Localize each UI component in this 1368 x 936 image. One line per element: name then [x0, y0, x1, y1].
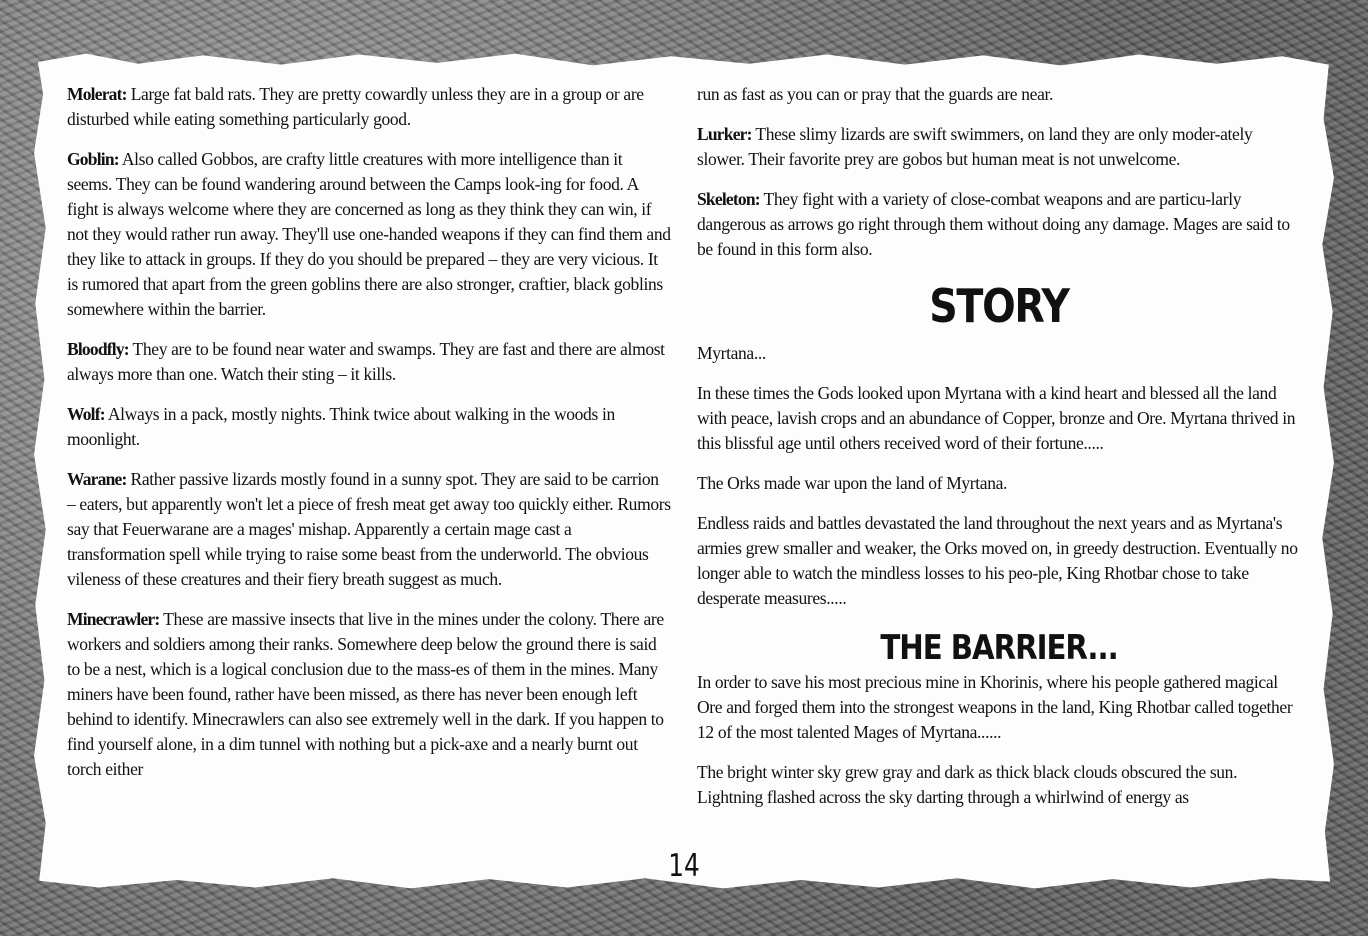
right-column [697, 82, 1301, 825]
entry-term: Wolf: [67, 404, 105, 424]
entry-minecrawler [67, 607, 671, 782]
story-heading: STORY [929, 279, 1069, 333]
entry-text: Always in a pack, mostly nights. Think twice about walking in the woods in moonlight. [67, 404, 615, 449]
left-column [67, 82, 671, 797]
barrier-heading: THE BARRIER... [880, 628, 1118, 668]
entry-lurker [697, 122, 1301, 172]
story-paragraph: Myrtana... [697, 343, 766, 363]
story-paragraph: In these times the Gods looked upon Myrtana with a kind heart and blessed all the land with peace, lavish crops and an abundance of Copper, bronze and Ore. Myrtana thrived in this blissful age until others received word of their fortune..... [697, 383, 1296, 453]
story-paragraph: The Orks made war upon the land of Myrtana. [697, 473, 1008, 493]
entry-text: These slimy lizards are swift swimmers, on land they are only moder-ately slower. Their favorite prey are gobos but human meat is not unwelcome. [697, 124, 1253, 169]
entry-text: They fight with a variety of close-combat weapons and are particu-larly dangerous as arrows go right through them without doing any damage. Mages are said to be found in this form also. [697, 189, 1290, 259]
entry-term: Warane: [67, 469, 127, 489]
story-paragraph: Endless raids and battles devastated the land throughout the next years and as Myrtana's armies grew smaller and weaker, the Orks moved on, in greedy destruction. Eventually no longer able to watch the mindless losses to his peo-ple, King Rhotbar chose to take desperate measures..... [697, 513, 1298, 608]
page-number: 14 [668, 848, 700, 884]
entry-term: Goblin: [67, 149, 119, 169]
entry-term: Molerat: [67, 84, 127, 104]
entry-goblin [67, 147, 671, 322]
entry-term: Minecrawler: [67, 609, 160, 629]
barrier-paragraph: In order to save his most precious mine in Khorinis, where his people gathered magical Ore and forged them into the strongest weapons in the land, King Rhotbar called together 12 of the most talented Mages of Myrtana...... [697, 672, 1293, 742]
entry-text: Large fat bald rats. They are pretty cowardly unless they are in a group or are disturbed while eating something particularly good. [67, 84, 644, 129]
entry-text: These are massive insects that live in the mines under the colony. There are workers and soldiers among their ranks. Somewhere deep below the ground there is said to be a nest, which is a logical conclusion due to the mass-es of them in the mines. Many miners have been found, rather have been missed, as there has never been enough left behind to identify. Minecrawlers can also see extremely well in the dark. If you happen to find yourself alone, in a dim tunnel with nothing but a pick-axe and a nearly burnt out torch either [67, 609, 664, 779]
entry-wolf [67, 402, 671, 452]
entry-molerat [67, 82, 671, 132]
barrier-paragraph: The bright winter sky grew gray and dark as thick black clouds obscured the sun. Lightning flashed across the sky darting through a whirlwind of energy as [697, 762, 1238, 807]
entry-term: Bloodfly: [67, 339, 129, 359]
entry-warane [67, 467, 671, 592]
entry-skeleton [697, 187, 1301, 262]
entry-text: They are to be found near water and swamps. They are fast and there are almost always more than one. Watch their sting – it kills. [67, 339, 665, 384]
entry-bloodfly [67, 337, 671, 387]
entry-term: Skeleton: [697, 189, 760, 209]
continued-text: run as fast as you can or pray that the guards are near. [697, 84, 1054, 104]
entry-text: Also called Gobbos, are crafty little creatures with more intelligence than it seems. They can be found wandering around between the Camps look-ing for food. A fight is always welcome where they are concerned as long as they think they can win, if not they would rather run away. They'll use one-handed weapons if they can find them and they like to attack in groups. If they do you should be prepared – they are very vicious. It is rumored that apart from the green goblins there are also stronger, craftier, black goblins somewhere within the barrier. [67, 149, 671, 319]
entry-term: Lurker: [697, 124, 752, 144]
entry-text: Rather passive lizards mostly found in a sunny spot. They are said to be carrion – eaters, but apparently won't let a piece of fresh meat get away too quickly either. Rumors say that Feuerwarane are a mages' mishap. Apparently a certain mage cast a transformation spell while trying to raise some beast from the underworld. The obvious vileness of these creatures and their fiery breath suggest as much. [67, 469, 671, 589]
